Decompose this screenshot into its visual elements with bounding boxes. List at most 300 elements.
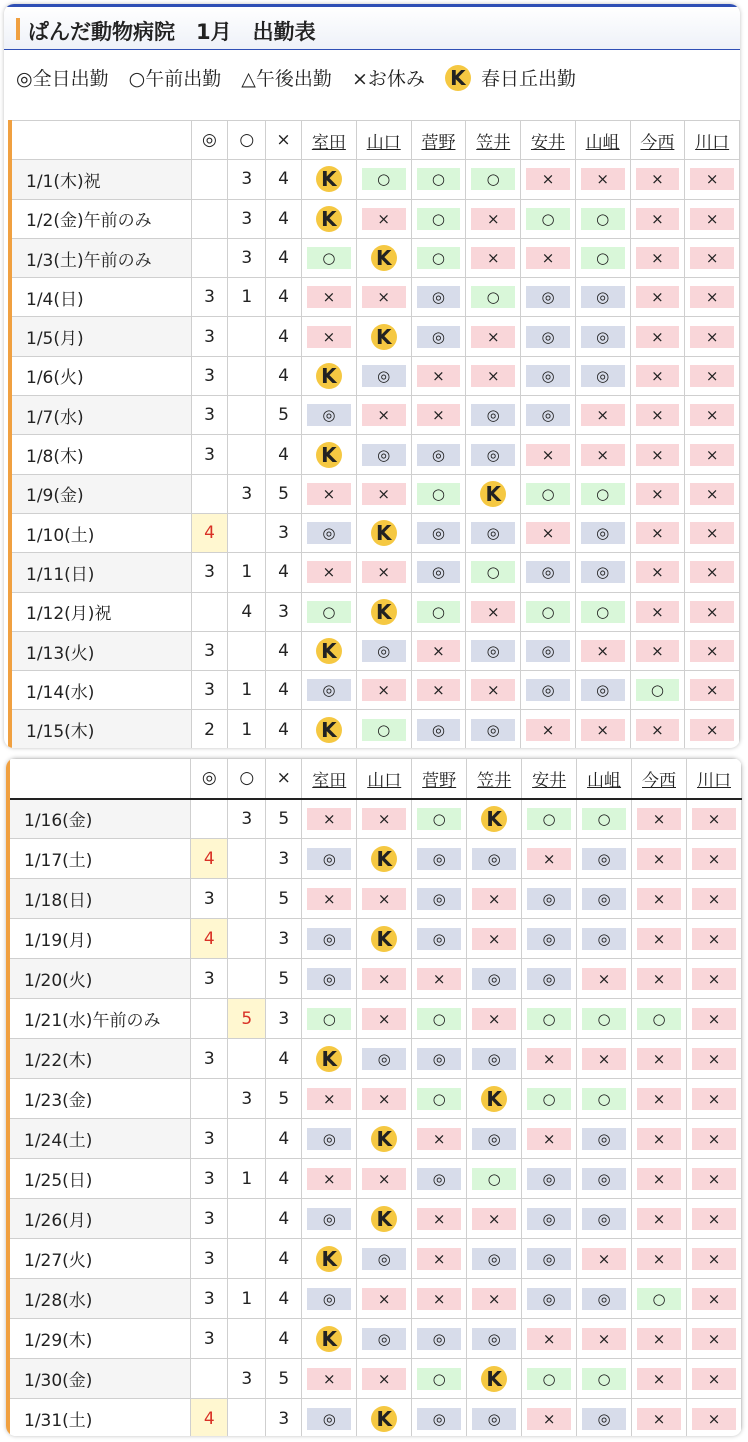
shift-cell [521, 671, 576, 710]
shift-mark: ◎ [471, 404, 515, 426]
shift-cell [411, 435, 466, 474]
shift-cell [412, 1399, 467, 1437]
shift-mark: × [307, 888, 351, 910]
row-am-count: 3 [228, 474, 266, 513]
shift-cell [302, 1039, 357, 1079]
row-off-count: 3 [266, 513, 302, 552]
shift-cell [577, 959, 632, 999]
shift-mark: ◎ [417, 444, 461, 466]
shift-mark: ○ [307, 247, 351, 269]
shift-mark: × [581, 444, 625, 466]
shift-mark: ○ [362, 168, 406, 190]
shift-cell [301, 592, 356, 631]
row-am-count: 5 [228, 999, 266, 1039]
shift-mark: × [692, 928, 736, 950]
row-am-count [228, 919, 266, 959]
row-off-count: 4 [266, 1199, 302, 1239]
shift-mark: ◎ [472, 968, 516, 990]
shift-mark: × [581, 719, 625, 741]
row-all-count [191, 238, 228, 277]
shift-mark: ○ [582, 808, 626, 830]
shift-mark: ◎ [362, 640, 406, 662]
row-all-count: 4 [191, 513, 228, 552]
shift-cell [632, 839, 687, 879]
shift-cell [357, 999, 412, 1039]
shift-cell [632, 1159, 687, 1199]
shift-mark: × [692, 1128, 736, 1150]
header-staff: 山口 [357, 759, 412, 799]
shift-mark: × [692, 1368, 736, 1390]
shift-cell [412, 1279, 467, 1319]
row-date: 1/5(月) [10, 317, 191, 356]
shift-mark: ○ [417, 247, 461, 269]
shift-cell [357, 879, 412, 919]
legend-off: ×お休み [351, 68, 425, 90]
shift-cell [412, 999, 467, 1039]
k-badge-icon: K [316, 717, 342, 743]
shift-mark: ○ [527, 1088, 571, 1110]
table-row [8, 959, 742, 999]
shift-cell [632, 1399, 687, 1437]
shift-cell [686, 799, 741, 839]
shift-cell [575, 317, 630, 356]
shift-cell [301, 238, 356, 277]
shift-cell [577, 1399, 632, 1437]
row-off-count: 3 [266, 1399, 302, 1437]
shift-cell [577, 1119, 632, 1159]
row-all-count: 3 [191, 1239, 228, 1279]
k-badge-icon: K [316, 166, 342, 192]
row-off-count: 4 [266, 1119, 302, 1159]
shift-cell [521, 553, 576, 592]
shift-cell [301, 160, 356, 199]
shift-mark: ○ [307, 1008, 351, 1030]
row-all-count: 3 [191, 1119, 228, 1159]
k-badge-icon: K [316, 206, 342, 232]
row-off-count: 3 [266, 919, 302, 959]
row-date: 1/18(日) [8, 879, 191, 919]
shift-mark: ◎ [362, 444, 406, 466]
shift-cell [575, 474, 630, 513]
row-date: 1/8(木) [10, 435, 191, 474]
row-off-count: 4 [266, 435, 302, 474]
shift-mark: ◎ [581, 679, 625, 701]
row-date: 1/13(火) [10, 631, 191, 670]
shift-cell [302, 919, 357, 959]
shift-mark: × [471, 365, 515, 387]
row-all-count [191, 592, 228, 631]
shift-mark: × [307, 1368, 351, 1390]
row-off-count: 5 [266, 799, 302, 839]
shift-cell [357, 1279, 412, 1319]
header-staff: 山岨 [577, 759, 632, 799]
shift-cell [302, 1079, 357, 1119]
shift-cell [522, 1279, 577, 1319]
k-badge-icon: K [371, 520, 397, 546]
shift-mark: × [692, 848, 736, 870]
shift-cell [686, 1039, 741, 1079]
shift-mark: × [527, 1048, 571, 1070]
shift-cell [302, 879, 357, 919]
shift-cell [632, 959, 687, 999]
shift-mark: ◎ [472, 1128, 516, 1150]
table-row [10, 278, 740, 317]
shift-mark: × [636, 404, 680, 426]
shift-mark: × [636, 247, 680, 269]
shift-mark: × [637, 808, 681, 830]
shift-mark: × [526, 168, 570, 190]
shift-mark: × [471, 601, 515, 623]
shift-cell [577, 919, 632, 959]
table-row [10, 160, 740, 199]
shift-mark: ◎ [307, 404, 351, 426]
shift-cell [632, 1079, 687, 1119]
k-badge-icon: K [316, 1246, 342, 1272]
shift-mark: ◎ [526, 640, 570, 662]
row-off-count: 4 [266, 317, 302, 356]
shift-cell [412, 1119, 467, 1159]
row-am-count: 3 [228, 160, 266, 199]
row-am-count [228, 879, 266, 919]
shift-cell [685, 710, 740, 748]
schedule-card-bottom [6, 758, 742, 1436]
shift-cell [411, 356, 466, 395]
shift-mark: × [692, 888, 736, 910]
shift-mark: × [636, 522, 680, 544]
shift-cell [521, 474, 576, 513]
shift-cell [466, 710, 521, 748]
row-all-count [191, 799, 228, 839]
row-all-count: 3 [191, 278, 228, 317]
shift-cell [632, 919, 687, 959]
shift-mark: ◎ [582, 1128, 626, 1150]
shift-cell [466, 671, 521, 710]
shift-mark: × [582, 1248, 626, 1270]
row-date: 1/19(月) [8, 919, 191, 959]
shift-mark: ○ [417, 483, 461, 505]
shift-cell [686, 1159, 741, 1199]
shift-mark: × [307, 1088, 351, 1110]
shift-mark: ◎ [526, 679, 570, 701]
header-staff: 今西 [632, 759, 687, 799]
shift-mark: × [690, 522, 734, 544]
row-am-count [228, 1239, 266, 1279]
shift-mark: ◎ [471, 640, 515, 662]
shift-mark: × [362, 286, 406, 308]
shift-mark: ◎ [307, 1128, 351, 1150]
shift-cell [521, 238, 576, 277]
shift-cell [577, 1159, 632, 1199]
shift-mark: × [471, 679, 515, 701]
shift-cell [302, 1119, 357, 1159]
legend [16, 64, 736, 94]
table-row [10, 199, 740, 238]
shift-cell [577, 1039, 632, 1079]
shift-mark: ○ [471, 168, 515, 190]
row-off-count: 3 [266, 592, 302, 631]
shift-cell [522, 1039, 577, 1079]
shift-cell [357, 1079, 412, 1119]
shift-mark: ◎ [526, 326, 570, 348]
row-am-count [228, 1199, 266, 1239]
shift-mark: ○ [417, 168, 461, 190]
shift-mark: × [690, 365, 734, 387]
header-staff: 山口 [356, 121, 411, 160]
shift-cell [685, 592, 740, 631]
k-badge-icon: K [371, 1206, 397, 1232]
shift-mark: ○ [362, 719, 406, 741]
shift-mark: × [362, 1288, 406, 1310]
shift-mark: ◎ [526, 286, 570, 308]
shift-cell [522, 1239, 577, 1279]
shift-cell [575, 356, 630, 395]
shift-cell [301, 671, 356, 710]
shift-mark: × [362, 561, 406, 583]
header-staff: 菅野 [411, 121, 466, 160]
row-all-count [191, 160, 228, 199]
shift-mark: × [362, 968, 406, 990]
shift-mark: ◎ [526, 561, 570, 583]
shift-mark: ◎ [527, 1208, 571, 1230]
shift-cell [685, 513, 740, 552]
shift-cell [522, 999, 577, 1039]
row-am-count: 3 [228, 199, 266, 238]
row-am-count: 1 [228, 553, 266, 592]
shift-mark: ◎ [471, 444, 515, 466]
shift-mark: × [527, 1408, 571, 1430]
header-staff: 今西 [630, 121, 685, 160]
shift-mark: ◎ [527, 1248, 571, 1270]
row-off-count: 5 [266, 879, 302, 919]
shift-cell [632, 799, 687, 839]
row-am-count: 1 [228, 710, 266, 748]
shift-mark: × [690, 286, 734, 308]
shift-cell [357, 1119, 412, 1159]
shift-cell [686, 1319, 741, 1359]
shift-cell [630, 278, 685, 317]
shift-cell [632, 1279, 687, 1319]
shift-cell [302, 1279, 357, 1319]
shift-mark: ○ [636, 679, 680, 701]
table-row [8, 1359, 742, 1399]
row-all-count: 4 [191, 839, 228, 879]
table-row [8, 999, 742, 1039]
shift-cell [522, 919, 577, 959]
shift-mark: × [417, 640, 461, 662]
shift-mark: ◎ [527, 888, 571, 910]
shift-mark: × [472, 1288, 516, 1310]
shift-cell [522, 1399, 577, 1437]
shift-cell [466, 553, 521, 592]
shift-mark: × [690, 679, 734, 701]
row-off-count: 3 [266, 999, 302, 1039]
shift-cell [686, 1359, 741, 1399]
shift-cell [301, 278, 356, 317]
table-row [10, 356, 740, 395]
shift-cell [302, 1159, 357, 1199]
shift-mark: × [637, 848, 681, 870]
shift-mark: × [692, 808, 736, 830]
shift-cell [575, 396, 630, 435]
shift-cell [412, 1039, 467, 1079]
k-badge-icon: K [316, 363, 342, 389]
shift-mark: ○ [582, 1368, 626, 1390]
shift-mark: ◎ [582, 1168, 626, 1190]
header-row [10, 121, 740, 160]
shift-mark: ◎ [581, 561, 625, 583]
row-date: 1/1(木)祝 [10, 160, 191, 199]
shift-mark: × [637, 1408, 681, 1430]
shift-cell [685, 160, 740, 199]
k-badge-icon: K [316, 638, 342, 664]
shift-cell [411, 160, 466, 199]
shift-mark: × [362, 1368, 406, 1390]
row-off-count: 3 [266, 839, 302, 879]
shift-mark: × [692, 968, 736, 990]
shift-mark: ○ [581, 601, 625, 623]
table-row [8, 919, 742, 959]
row-all-count: 4 [191, 919, 228, 959]
shift-cell [412, 959, 467, 999]
k-badge-icon: K [371, 324, 397, 350]
shift-mark: × [637, 968, 681, 990]
table-row [10, 238, 740, 277]
shift-cell [466, 513, 521, 552]
shift-cell [685, 671, 740, 710]
shift-mark: × [362, 208, 406, 230]
shift-mark: ◎ [582, 928, 626, 950]
shift-cell [467, 879, 522, 919]
shift-mark: ◎ [471, 522, 515, 544]
k-badge-icon: K [480, 481, 506, 507]
shift-mark: × [636, 561, 680, 583]
shift-mark: × [527, 1328, 571, 1350]
shift-mark: × [692, 1008, 736, 1030]
shift-cell [521, 396, 576, 435]
shift-mark: × [637, 1248, 681, 1270]
row-am-count [228, 631, 266, 670]
shift-cell [466, 396, 521, 435]
shift-cell [686, 1239, 741, 1279]
shift-mark: × [690, 247, 734, 269]
shift-cell [357, 1399, 412, 1437]
shift-cell [411, 199, 466, 238]
row-date: 1/12(月)祝 [10, 592, 191, 631]
shift-cell [686, 839, 741, 879]
shift-mark: ◎ [307, 968, 351, 990]
shift-cell [577, 1279, 632, 1319]
shift-mark: × [636, 168, 680, 190]
row-date: 1/24(土) [8, 1119, 191, 1159]
shift-cell [411, 513, 466, 552]
shift-cell [466, 160, 521, 199]
table-row [10, 474, 740, 513]
shift-cell [521, 278, 576, 317]
shift-cell [356, 671, 411, 710]
shift-cell [467, 1399, 522, 1437]
shift-cell [522, 959, 577, 999]
row-all-count [191, 1359, 228, 1399]
row-all-count: 3 [191, 1159, 228, 1199]
shift-mark: × [472, 928, 516, 950]
shift-cell [630, 553, 685, 592]
shift-cell [467, 1239, 522, 1279]
shift-mark: × [692, 1328, 736, 1350]
shift-mark: ◎ [417, 522, 461, 544]
shift-mark: ◎ [471, 719, 515, 741]
row-am-count [228, 1039, 266, 1079]
shift-cell [301, 317, 356, 356]
shift-cell [467, 1039, 522, 1079]
shift-cell [356, 474, 411, 513]
shift-cell [466, 356, 521, 395]
shift-cell [577, 999, 632, 1039]
shift-cell [575, 278, 630, 317]
table-row [10, 710, 740, 748]
shift-cell [630, 671, 685, 710]
shift-cell [412, 1199, 467, 1239]
legend-kasugaoka: 春日丘出勤 [480, 68, 576, 90]
shift-mark: ○ [307, 601, 351, 623]
row-all-count: 3 [191, 1279, 228, 1319]
shift-cell [522, 1199, 577, 1239]
shift-mark: × [637, 1128, 681, 1150]
shift-mark: × [526, 719, 570, 741]
shift-mark: ◎ [417, 1048, 461, 1070]
row-date: 1/17(土) [8, 839, 191, 879]
shift-cell [301, 513, 356, 552]
row-all-count: 4 [191, 1399, 228, 1437]
shift-cell [356, 356, 411, 395]
shift-mark: × [637, 1368, 681, 1390]
row-off-count: 4 [266, 553, 302, 592]
row-date: 1/7(水) [10, 396, 191, 435]
k-badge-icon: K [445, 65, 471, 91]
shift-cell [411, 396, 466, 435]
shift-cell [356, 317, 411, 356]
shift-cell [412, 1159, 467, 1199]
shift-cell [577, 1199, 632, 1239]
shift-mark: × [690, 601, 734, 623]
row-date: 1/27(火) [8, 1239, 191, 1279]
shift-cell [412, 839, 467, 879]
shift-mark: ○ [526, 601, 570, 623]
row-all-count: 3 [191, 356, 228, 395]
header-all-day: ◎ [191, 759, 228, 799]
shift-cell [301, 710, 356, 748]
shift-cell [522, 1159, 577, 1199]
shift-mark: ○ [417, 1008, 461, 1030]
shift-mark: ◎ [307, 679, 351, 701]
table-row [8, 1119, 742, 1159]
table-row [8, 1039, 742, 1079]
row-off-count: 5 [266, 1359, 302, 1399]
shift-cell [575, 238, 630, 277]
shift-mark: × [690, 404, 734, 426]
shift-cell [630, 317, 685, 356]
shift-mark: × [636, 601, 680, 623]
shift-cell [630, 199, 685, 238]
row-off-count: 4 [266, 631, 302, 670]
shift-mark: ○ [417, 601, 461, 623]
shift-cell [685, 317, 740, 356]
shift-cell [522, 1319, 577, 1359]
shift-cell [356, 553, 411, 592]
shift-cell [575, 160, 630, 199]
shift-cell [466, 474, 521, 513]
row-off-count: 4 [266, 1319, 302, 1359]
shift-cell [357, 1039, 412, 1079]
